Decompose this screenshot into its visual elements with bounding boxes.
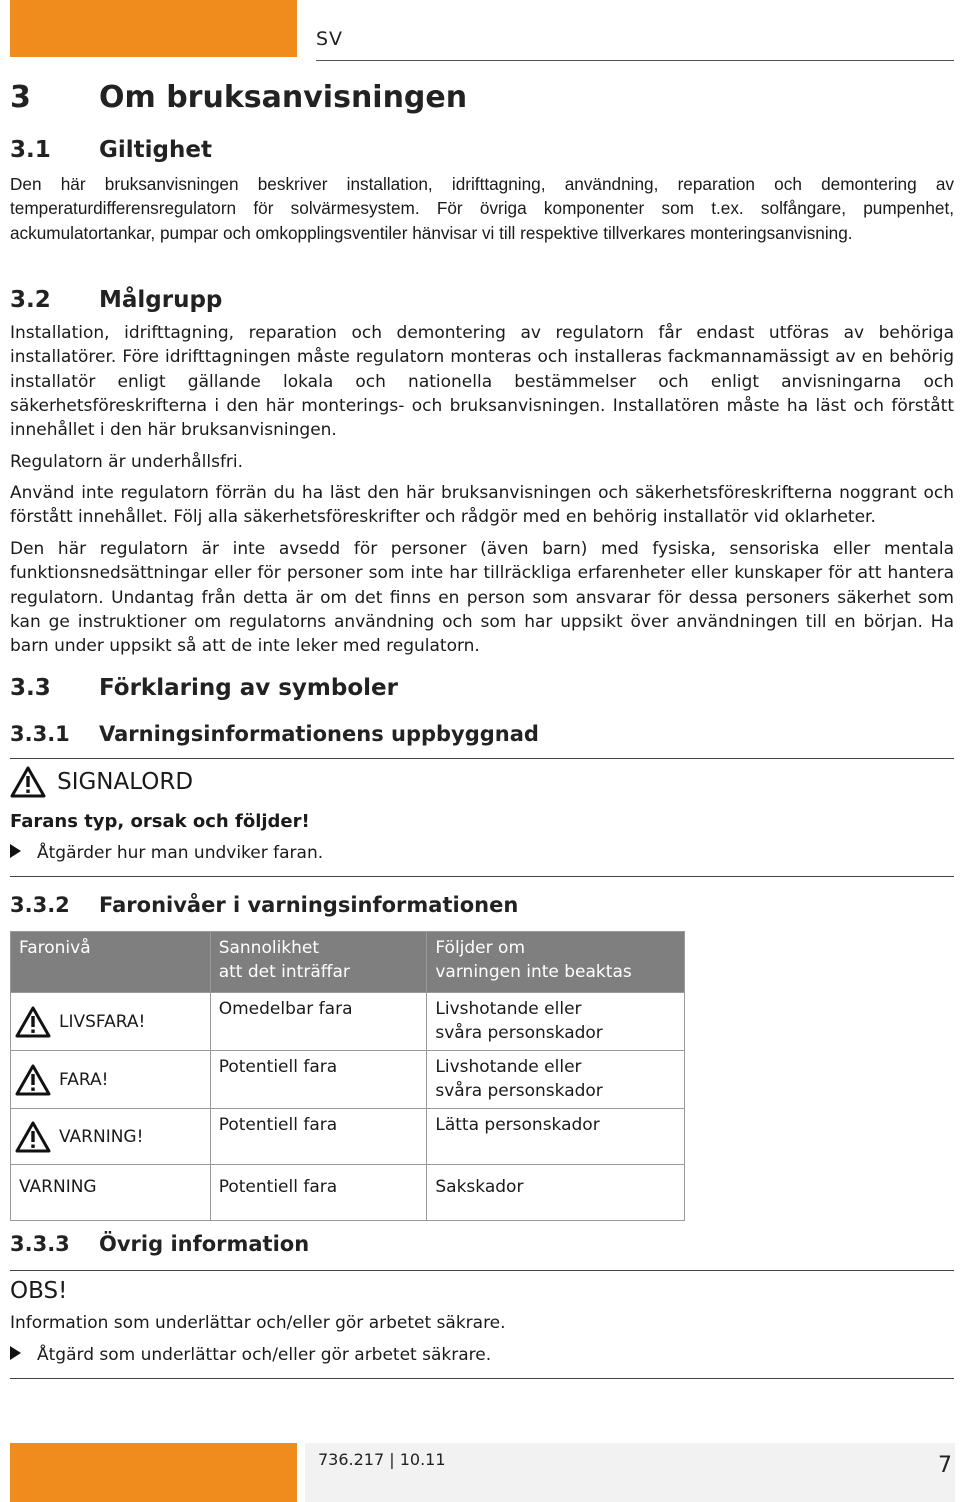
probability-cell: Potentiell fara [210,1051,427,1109]
section-title: Förklaring av symboler [99,675,398,701]
validity-paragraph: Den här bruksanvisningen beskriver installation, idrifttagning, användning, reparation och demontering av temperaturdifferensregulatorn för solvärmesystem. För övriga komponenter som t.ex. solfångare, pumpenhet, ackumulatortankar, pumpar och omkopplingsventiler hänvisar vi till respektive tillverkares monteringsanvisning. [10,174,954,243]
chapter-title: Om bruksanvisningen [99,80,468,115]
warning-triangle-icon [15,1064,51,1096]
column-header-probability: Sannolikhet att det inträffar [210,932,427,993]
target-group-paragraph-2: Regulatorn är underhållsfri. [10,452,244,472]
column-header-consequence: Följder om varningen inte beaktas [427,932,685,993]
warning-triangle-icon [10,766,46,798]
column-header-level: Faronivå [11,932,211,993]
table-header-row [11,932,685,993]
note-action-line [10,1345,491,1365]
table-row [11,1051,685,1109]
level-name: LIVSFARA! [59,1011,146,1032]
section-title: Målgrupp [99,287,223,313]
consequence-cell: Sakskador [427,1165,685,1221]
table-row [11,1165,685,1221]
level-cell [11,1165,211,1221]
header-accent-bar [10,0,297,57]
section-number: 3.3.2 [10,893,70,917]
section-heading-3-1 [10,137,910,167]
section-title: Övrig information [99,1232,310,1256]
signal-word-line [10,766,193,804]
header-rule [316,60,954,61]
note-box-top-rule [10,1270,954,1271]
probability-cell: Potentiell fara [210,1165,427,1221]
target-group-paragraph-1: Installation, idrifttagning, reparation och demontering av regulatorn får endast utföras av behöriga installatörer. Före idrifttagningen måste regulatorn monteras och installeras fackmannamässigt av en behörig installatör enligt gällande lokala och nationella bestämmelser och enligt anvisningarna och säkerhetsföreskrifterna i den här monterings- och bruksanvisningen. Installatören måste ha läst och förstått innehållet i den här bruksanvisningen. [10,323,954,441]
document-reference: 736.217 | 10.11 [318,1450,446,1469]
section-heading-3-2 [10,287,910,317]
note-info-text: Information som underlättar och/eller gör arbetet säkrare. [10,1313,506,1333]
section-title: Faronivåer i varningsinformationen [99,893,519,917]
section-number: 3.1 [10,137,51,163]
level-name: VARNING [19,1177,97,1197]
target-group-paragraph-4: Den här regulatorn är inte avsedd för personer (även barn) med fysiska, sensoriska eller mentala funktionsnedsättningar eller för personer som inte har tillräckliga erfarenheter eller kunskaper för att hantera regulatorn. Undantag från detta är om det finns en person som ansvarar för dessa personers säkerhet som kan ge instruktioner om regulatorns användning och som har uppsikt över användningen till en början. Ha barn under uppsikt så att de inte leker med regulatorn. [10,539,954,657]
section-number: 3.3 [10,675,51,701]
level-cell [11,1109,211,1165]
hazard-cause-text: Farans typ, orsak och följder! [10,811,310,832]
consequence-cell: Livshotande eller svåra personskador [427,993,685,1051]
warning-box-top-rule [10,758,954,759]
table-row [11,993,685,1051]
consequence-cell: Livshotande eller svåra personskador [427,1051,685,1109]
note-heading: OBS! [10,1278,68,1304]
section-heading-3-3 [10,675,910,705]
note-action-text: Åtgärd som underlättar och/eller gör arbetet säkrare. [37,1345,492,1365]
section-heading-3-3-1 [10,722,910,750]
action-arrow-icon [10,844,21,858]
action-arrow-icon [10,1346,21,1360]
note-box-bottom-rule [10,1378,954,1379]
warning-triangle-icon [15,1121,51,1153]
probability-cell: Omedelbar fara [210,993,427,1051]
hazard-action-text: Åtgärder hur man undviker faran. [37,843,324,863]
section-title: Varningsinformationens uppbyggnad [99,722,539,746]
signal-word: SIGNALORD [57,769,194,795]
hazard-action-line [10,843,323,863]
level-name: VARNING! [59,1126,144,1147]
chapter-number: 3 [10,80,31,115]
probability-cell: Potentiell fara [210,1109,427,1165]
language-code: SV [316,28,344,50]
chapter-heading [10,80,910,120]
target-group-paragraph-3: Använd inte regulatorn förrän du ha läst den här bruksanvisningen och säkerhetsföreskrifterna noggrant och förstått innehållet. Följ alla säkerhetsföreskrifter och rådgör med en behörig installatör vid oklarheter. [10,483,954,528]
warning-triangle-icon [15,1006,51,1038]
consequence-cell: Lätta personskador [427,1109,685,1165]
hazard-level-table [10,931,685,1221]
level-cell [11,1051,211,1109]
section-number: 3.2 [10,287,51,313]
level-name: FARA! [59,1069,109,1090]
section-heading-3-3-3 [10,1232,910,1260]
table-row [11,1109,685,1165]
page-number: 7 [938,1453,952,1478]
footer-accent-bar [10,1443,297,1502]
section-title: Giltighet [99,137,212,163]
section-number: 3.3.3 [10,1232,70,1256]
level-cell [11,993,211,1051]
section-number: 3.3.1 [10,722,70,746]
section-heading-3-3-2 [10,893,910,921]
warning-box-bottom-rule [10,876,954,877]
